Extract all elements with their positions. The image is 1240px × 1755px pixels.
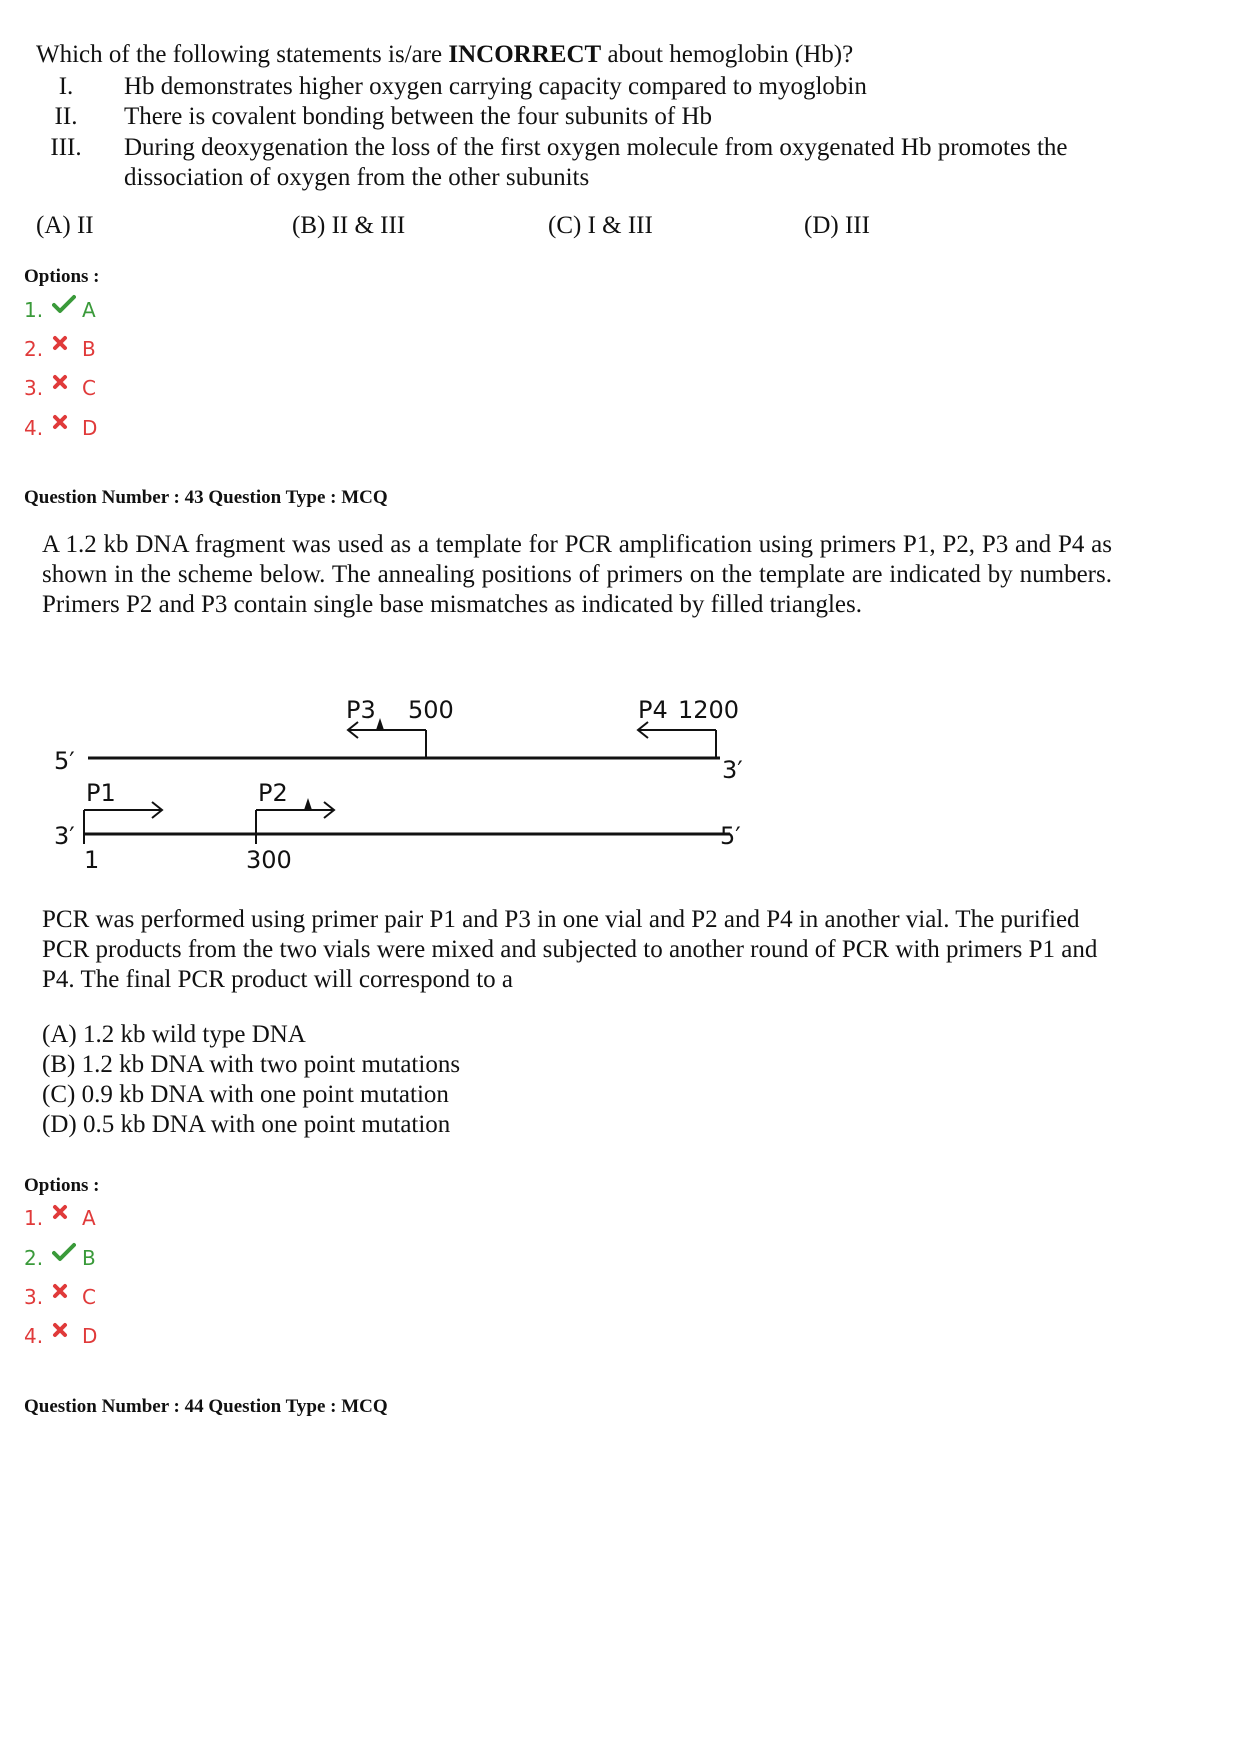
question-43-body: PCR was performed using primer pair P1 and P3 in one vial and P2 and P4 in another vial. The purified PCR products from the two vials were mixed and subjected to another round of PCR with primers P1 and P4. The final PCR product will correspond to a: [42, 906, 1098, 993]
q43-choice-a: (A) 1.2 kb wild type DNA: [42, 1021, 306, 1048]
bottom-strand-5prime-label: 5′: [720, 822, 741, 850]
check-icon: [52, 1242, 82, 1262]
cross-icon: [52, 335, 82, 351]
p2-label: P2: [258, 779, 288, 807]
question-42-stem: Which of the following statements is/are INCORRECT about hemoglobin (Hb)?: [36, 41, 854, 68]
q43-choice-b: (B) 1.2 kb DNA with two point mutations: [42, 1051, 461, 1078]
statement-3: III. During deoxygenation the loss of the first oxygen molecule from oxygenated Hb promotes the dissociation of oxygen from the other subunits: [50, 134, 1068, 191]
q43-choices: [42, 1020, 842, 1140]
question-43-intro: A 1.2 kb DNA fragment was used as a template for PCR amplification using primers P1, P2, P3 and P4 as shown in the scheme below. The annealing positions of primers on the template are indicated by numbers. Primers P2 and P3 contain single base mismatches as indicated by filled triangles.: [42, 531, 1112, 618]
p2-mismatch-triangle: [304, 798, 312, 810]
top-strand-5prime-label: 5′: [54, 747, 75, 775]
q42-choice-c: (C) I & III: [548, 212, 653, 239]
q42-option-1[interactable]: 1. A: [24, 296, 96, 324]
statement-1: I. Hb demonstrates higher oxygen carrying capacity compared to myoglobin: [58, 73, 867, 100]
pos-1-label: 1: [84, 846, 100, 874]
q43-option-2[interactable]: 2. B: [24, 1244, 96, 1272]
q42-choice-d: (D) III: [804, 212, 870, 239]
pos-1200-label: 1200: [678, 696, 740, 724]
q42-option-3[interactable]: 3. C: [24, 376, 96, 400]
q43-option-3[interactable]: 3. C: [24, 1285, 96, 1309]
q42-choice-b: (B) II & III: [292, 212, 406, 239]
q43-choice-d: (D) 0.5 kb DNA with one point mutation: [42, 1111, 451, 1138]
top-strand-3prime-label: 3′: [722, 756, 743, 784]
q43-option-1[interactable]: 1. A: [24, 1206, 96, 1230]
cross-icon: [52, 414, 82, 430]
q43-options-label: Options :: [24, 1175, 100, 1196]
statement-2: II. There is covalent bonding between the four subunits of Hb: [54, 103, 713, 130]
q42-option-4[interactable]: 4. D: [24, 416, 98, 440]
p4-label: P4: [638, 696, 668, 724]
pos-300-label: 300: [246, 846, 292, 874]
cross-icon: [52, 1322, 82, 1338]
pcr-primer-diagram: [40, 690, 760, 875]
q42-options-label: Options :: [24, 266, 100, 287]
q43-choice-c: (C) 0.9 kb DNA with one point mutation: [42, 1081, 449, 1108]
p3-label: P3: [346, 696, 376, 724]
p1-label: P1: [86, 779, 116, 807]
pos-500-label: 500: [408, 696, 454, 724]
cross-icon: [52, 374, 82, 390]
cross-icon: [52, 1283, 82, 1299]
cross-icon: [52, 1204, 82, 1220]
check-icon: [52, 294, 82, 314]
question-43-header: Question Number : 43 Question Type : MCQ: [24, 487, 388, 508]
q42-choice-a: (A) II: [36, 212, 94, 239]
question-44-header: Question Number : 44 Question Type : MCQ: [24, 1396, 388, 1417]
q43-option-4[interactable]: 4. D: [24, 1324, 98, 1348]
q42-option-2[interactable]: 2. B: [24, 337, 96, 361]
p3-mismatch-triangle: [376, 718, 384, 730]
bottom-strand-3prime-label: 3′: [54, 822, 75, 850]
